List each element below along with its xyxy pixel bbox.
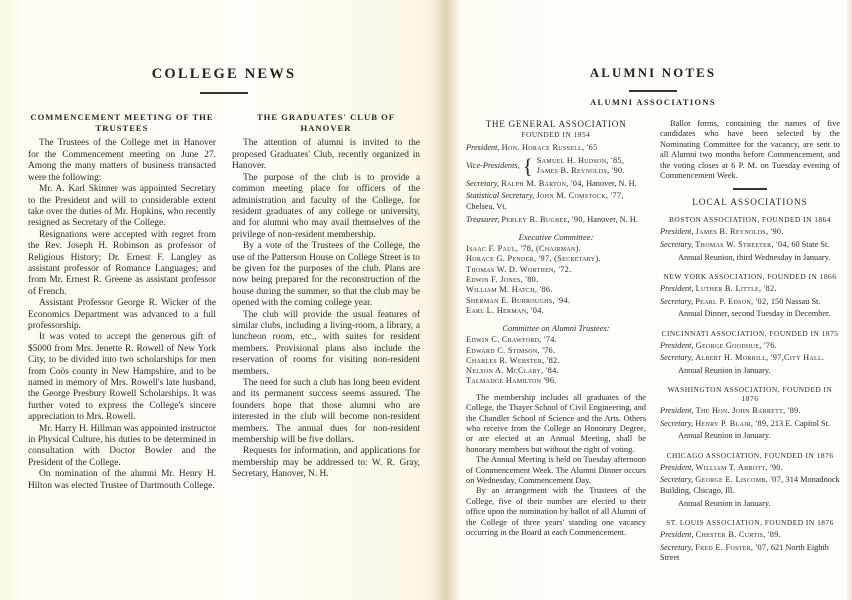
ballot-paragraph: Ballot forms, containing the names of five candidates who have been selected by the Nominating Committee for the vacancy, are sent to all Alumni two months before Commencement, and the voting closes at 6 P. M. on Tuesday evening of Commencement Week. <box>660 119 840 181</box>
officer-name: William T. Abbott, '90. <box>695 462 784 472</box>
officer-address: 314 Monadnock Building, Chicago, Ill. <box>660 475 840 495</box>
officer-role: Vice-Presidents, <box>466 160 520 170</box>
right-page-content <box>466 66 840 573</box>
officer-secretary <box>660 543 840 564</box>
paragraph: By an arrangement with the Trustees of the College, five of their number are elected to their office upon the nomination by ballot of all Alumni of the College of three years' standing one vacancy occurring in the Board at each Commencement. <box>466 486 646 537</box>
officer-name: James B. Reynolds, '90. <box>536 166 625 176</box>
alumni-notes-masthead: ALUMNI NOTES <box>589 66 717 80</box>
officer-role: President, <box>660 462 694 472</box>
paragraph: The membership includes all graduates of the College, the Thayer School of Civil Engineering, and the Chandler School of Science and the Arts. Others who receive from the College an Honorary Degree, or are elected at an Annual Meeting, shall be honorary members but without the right of voting. <box>466 392 646 454</box>
column-general-association <box>466 119 646 573</box>
association-title: WASHINGTON ASSOCIATION, FOUNDED IN 1876 <box>667 385 833 404</box>
officer-name: Luther B. Little, '82. <box>695 284 777 294</box>
officer-name: The Hon. John Barrett, '89. <box>695 406 801 416</box>
paragraph: The Annual Meeting is held on Tuesday afternoon of Commencement Week. The Alumni Dinner occurs on Wednesday, Commencement Day. <box>466 455 646 485</box>
paragraph: By a vote of the Trustees of the College, the use of the Patterson House on College Street is to be given for the purposes of the club. Plans are now being prepared for the reconstruction of the house during the summer, so that the club may be opened with the coming college year. <box>232 241 420 309</box>
column-local-associations <box>660 119 840 573</box>
officer-name: Albert H. Morrill, '97,City Hall. <box>695 353 825 363</box>
officer-secretary <box>660 475 840 496</box>
officer-role: President, <box>466 143 500 152</box>
local-association-st-louis <box>660 518 840 564</box>
officer-name: George Goodhue, '76. <box>695 340 778 350</box>
association-title: NEW YORK ASSOCIATION, FOUNDED IN 1866 <box>663 272 837 282</box>
paragraph: On nomination of the alumni Mr. Henry H. Hilton was elected Trustee of Dartmouth College. <box>28 469 216 491</box>
alumni-associations-subheading: ALUMNI ASSOCIATIONS <box>590 98 716 107</box>
committee-member: Edward C. Stimson, '76. <box>466 345 556 355</box>
association-reunion: Annual Reunion in January. <box>678 498 771 508</box>
paragraph: Resignations were accepted with regret from the Rev. Joseph H. Robinson as professor of Religious History; Dr. Ernest F. Langley as assistant professor of Romance Languages; and from Mr. Ernest R. Greene as assistant professor of French. <box>28 229 216 297</box>
officer-name: Ralph M. Barton, '04, <box>501 178 585 188</box>
officer-address: Hanover, N. H. <box>586 178 637 188</box>
officer-role: Secretary, <box>660 475 694 485</box>
officer-role: President, <box>660 227 694 237</box>
committee-member: William M. Hatch, '86. <box>466 285 553 295</box>
officer-role: President, <box>660 406 694 416</box>
local-association-washington <box>660 385 840 442</box>
local-association-boston <box>660 215 840 263</box>
local-association-chicago <box>660 451 840 509</box>
association-title: ST. LOUIS ASSOCIATION, FOUNDED IN 1876 <box>666 518 834 527</box>
masthead-divider-rule <box>200 92 248 94</box>
college-news-masthead: COLLEGE NEWS <box>151 66 297 82</box>
officer-president <box>466 143 646 154</box>
executive-committee-title: Executive Committee: <box>518 232 594 243</box>
officer-name: Pearl P. Edson, '02, <box>695 296 769 306</box>
officer-role: Secretary, <box>660 542 694 552</box>
officer-role: Treasurer, <box>466 214 500 224</box>
vice-president-names <box>537 156 625 177</box>
officer-role: Statistical Secretary, <box>466 191 535 201</box>
paragraph: The Trustees of the College met in Hanover for the Commencement meeting on June 27. Among the many matters of business transacted were the following: <box>28 138 216 183</box>
committee-member: Charles R. Webster, '82. <box>466 355 560 365</box>
officer-name: James B. Reynolds, '90. <box>695 227 784 237</box>
officer-president <box>660 406 840 417</box>
officer-president <box>660 341 840 352</box>
column-commencement-meeting <box>28 112 216 492</box>
committee-member: Sherman E. Burroughs, '94. <box>466 295 571 305</box>
officer-secretary <box>660 240 840 251</box>
officer-address: 621 North Eighth Street <box>660 542 829 563</box>
committee-member: Edwin C. Crawford, '74. <box>466 335 558 345</box>
officer-president <box>660 530 840 541</box>
officer-role: Secretary, <box>660 418 694 428</box>
left-page-columns <box>28 112 420 492</box>
officer-role: Secretary, <box>660 353 694 363</box>
alumni-notes-divider-rule <box>629 90 677 92</box>
officer-name: John M. Comstock, '77, <box>536 191 624 201</box>
page-edge-shadow <box>846 0 852 600</box>
officer-name: Henry P. Blair, '89, <box>695 418 769 428</box>
officer-name: Chester B. Curtis, '89. <box>695 530 782 539</box>
alumni-trustees-committee-title: Committee on Alumni Trustees: <box>502 323 610 334</box>
local-association-cincinnati <box>660 329 840 377</box>
officer-address: 150 Nassau St. <box>770 296 821 306</box>
association-title: BOSTON ASSOCIATION, FOUNDED IN 1864 <box>668 215 832 225</box>
officer-name: Hon. Horace Russell, '65 <box>501 143 598 152</box>
officer-name: Samuel H. Hudson, '85, <box>536 155 625 165</box>
general-association-title: THE GENERAL ASSOCIATION <box>485 119 627 129</box>
right-page-columns <box>466 119 840 573</box>
officer-secretary <box>660 353 840 364</box>
committee-member: Thomas W. D. Worthen, '72. <box>466 264 572 274</box>
officer-address: Hanover, N. H. <box>587 214 638 224</box>
officer-treasurer <box>466 215 646 226</box>
committee-member: Horace G. Pender, '97, (Secretary). <box>466 254 601 264</box>
officer-address: 213 E. Capitol St. <box>770 418 830 428</box>
paragraph: The attention of alumni is invited to the proposed Graduates' Club, recently organized in Hanover. <box>232 138 420 172</box>
local-associations-divider-rule <box>733 188 767 190</box>
officer-name: Thomas W. Streeter, '04, <box>695 240 790 250</box>
officer-address: 60 State St. <box>791 240 830 250</box>
commencement-meeting-heading: COMMENCEMENT MEETING OF THE TRUSTEES <box>30 112 214 133</box>
paragraph: The need for such a club has long been evident and its permanent success seems assured. The founders hope that those alumni who are interested in the club will become non-resident members. The annual dues for non-resident membership will be five dollars. <box>232 378 420 446</box>
officer-role: President, <box>660 530 694 539</box>
officer-president <box>660 463 840 474</box>
officer-role: Secretary, <box>660 296 694 306</box>
committee-member: Nelson A. McClary, '84. <box>466 366 559 376</box>
association-title: CINCINNATI ASSOCIATION, FOUNDED IN 1875 <box>661 328 839 338</box>
officer-role: President, <box>660 284 694 294</box>
general-association-founded: FOUNDED IN 1854 <box>521 131 591 139</box>
officer-secretary <box>660 419 840 430</box>
officer-name: George E. Liscomb, '07, <box>695 475 784 485</box>
officer-name: Perley R. Bugbee, '90, <box>501 214 586 224</box>
commencement-meeting-body <box>28 138 216 492</box>
paragraph: It was voted to accept the generous gift of $5000 from Mrs. Jenette R. Rowell of New York City, to be divided into two scholarships for men from Coös county in New Hampshire, and to be named in memory of Mrs. Rowell's late husband, the George Presbury Rowell Scholarships. It was further voted to express the College's sincere appreciation to Mrs. Rowell. <box>28 332 216 423</box>
local-associations-heading: LOCAL ASSOCIATIONS <box>692 197 808 208</box>
paragraph: The purpose of the club is to provide a common meeting place for officers of the administration and faculty of the College, for resident graduates of any college or university, and for alumni who may avail themselves of the privilege of non-resident membership. <box>232 172 420 240</box>
officer-statistical-secretary <box>466 191 646 212</box>
paragraph: Mr. A. Karl Skinner was appointed Secretary to the President and will to considerable extent take over the duties of Mr. Hopkins, who recently resigned as Secretary of the College. <box>28 184 216 229</box>
local-association-new-york <box>660 272 840 320</box>
paragraph: Assistant Professor George R. Wicker of the Economics Department was advanced to a full professorship. <box>28 298 216 331</box>
officer-secretary <box>466 179 646 190</box>
officer-secretary <box>660 297 840 308</box>
association-reunion: Annual Reunion in January. <box>678 431 771 441</box>
curly-brace-icon: { <box>522 153 533 178</box>
officer-role: Secretary, <box>466 178 500 188</box>
left-page-content <box>28 66 420 492</box>
column-graduates-club <box>232 112 420 492</box>
paragraph: The club will provide the usual features of similar clubs, including a living-room, a library, a luncheon room, etc., with suites for resident members. Provisional plans also include the reservation of rooms for visiting non-resident members. <box>232 309 420 377</box>
committee-member: Isaac F. Paul, '78, (Chairman). <box>466 244 582 254</box>
association-title: CHICAGO ASSOCIATION, FOUNDED IN 1876 <box>666 450 834 460</box>
committee-member: Earl L. Herman, '04. <box>466 305 545 315</box>
paragraph: Mr. Harry H. Hillman was appointed instructor in Physical Culture, his duties to be determined in consultation with Doctor Bowler and the President of the College. <box>28 423 216 468</box>
officer-name: Fred E. Foster, '07, <box>695 542 769 552</box>
officer-address: Chelsea, Vt. <box>466 201 507 211</box>
association-reunion: Annual Dinner, second Tuesday in December. <box>678 309 831 319</box>
graduates-club-body <box>232 138 420 480</box>
officer-role: President, <box>660 340 694 350</box>
officer-president <box>660 284 840 295</box>
officer-vice-presidents <box>466 153 646 178</box>
committee-member: Talmadge Hamilton '96. <box>466 376 557 386</box>
association-reunion: Annual Reunion, third Wednesday in January. <box>678 252 831 262</box>
officer-president <box>660 227 840 238</box>
paragraph: Requests for information, and applications for membership may be addressed to: W. R. Gray, Secretary, Hanover, N. H. <box>232 446 420 480</box>
officer-role: Secretary, <box>660 240 694 250</box>
committee-member: Edwin F. Jones, '80. <box>466 275 539 285</box>
graduates-club-heading: THE GRADUATES' CLUB OF HANOVER <box>256 112 396 133</box>
association-reunion: Annual Reunion in January. <box>678 365 771 375</box>
